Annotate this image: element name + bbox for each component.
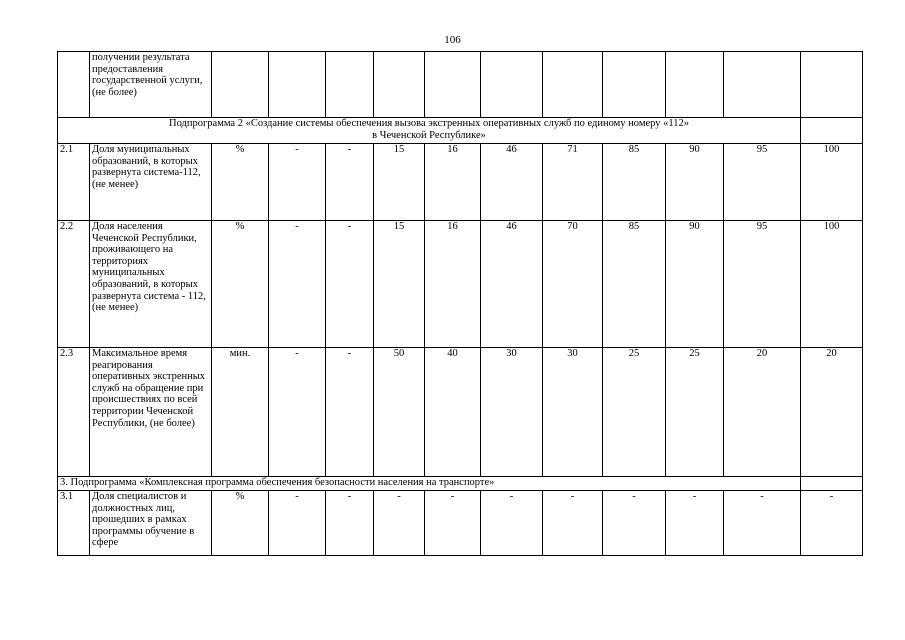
value-cell (603, 52, 666, 118)
row-number-cell: 2.1 (58, 144, 90, 221)
value-cell (801, 52, 863, 118)
indicators-table (57, 51, 863, 556)
value-cell: - (326, 348, 374, 477)
value-cell: - (269, 221, 326, 348)
value-cell: 71 (543, 144, 603, 221)
row-number-cell: 2.2 (58, 221, 90, 348)
value-cell: 40 (425, 348, 481, 477)
value-cell: 100 (801, 221, 863, 348)
indicator-cell: Максимальное время реагирования оперативных экстренных служб на обращение при происшествиях по всей территории Чеченской Республики, (не более) (90, 348, 212, 477)
value-cell: 16 (425, 221, 481, 348)
value-cell (724, 52, 801, 118)
row-number-cell: 3.1 (58, 491, 90, 556)
value-cell: 90 (666, 221, 724, 348)
value-cell (666, 52, 724, 118)
table-row (58, 491, 863, 556)
value-cell (326, 52, 374, 118)
indicator-cell: Доля специалистов и должностных лиц, прошедших в рамках программы обучение в сфере (90, 491, 212, 556)
value-cell: 25 (666, 348, 724, 477)
value-cell (425, 52, 481, 118)
row-number-cell (58, 52, 90, 118)
value-cell (481, 52, 543, 118)
value-cell: - (801, 491, 863, 556)
value-cell (543, 52, 603, 118)
table-row (58, 52, 863, 118)
value-cell: - (666, 491, 724, 556)
section-header-row (58, 118, 863, 144)
value-cell: - (326, 144, 374, 221)
value-cell: 85 (603, 144, 666, 221)
indicator-cell: получении результата предоставления государственной услуги, (не более) (90, 52, 212, 118)
value-cell: 15 (374, 144, 425, 221)
table-row (58, 144, 863, 221)
indicator-cell: Доля населения Чеченской Республики, проживающего на территориях муниципальных образований, в которых развернута система - 112, (не менее) (90, 221, 212, 348)
value-cell: 16 (425, 144, 481, 221)
value-cell: - (603, 491, 666, 556)
value-cell (374, 52, 425, 118)
subprogram-2-title-line1: Подпрограмма 2 «Создание системы обеспечения вызова экстренных оперативных служб по единому номеру «112» (169, 118, 689, 129)
value-cell: - (374, 491, 425, 556)
subprogram-2-title (58, 118, 801, 144)
empty-cell (801, 118, 863, 144)
value-cell: - (543, 491, 603, 556)
value-cell: 25 (603, 348, 666, 477)
value-cell: 50 (374, 348, 425, 477)
unit-cell: % (212, 491, 269, 556)
value-cell (269, 52, 326, 118)
value-cell: 46 (481, 144, 543, 221)
section-header-row (58, 477, 863, 491)
value-cell: 46 (481, 221, 543, 348)
indicator-cell: Доля муниципальных образований, в которых развернута система-112, (не менее) (90, 144, 212, 221)
value-cell: 30 (481, 348, 543, 477)
value-cell: 95 (724, 144, 801, 221)
value-cell: - (724, 491, 801, 556)
value-cell: - (269, 144, 326, 221)
empty-cell (801, 477, 863, 491)
value-cell: 20 (801, 348, 863, 477)
value-cell: - (326, 221, 374, 348)
unit-cell (212, 52, 269, 118)
subprogram-3-title: 3. Подпрограмма «Комплексная программа обеспечения безопасности населения на транспорте» (58, 477, 801, 491)
page-number: 106 (444, 34, 461, 46)
value-cell: 85 (603, 221, 666, 348)
table-row (58, 221, 863, 348)
value-cell: - (425, 491, 481, 556)
unit-cell: % (212, 221, 269, 348)
value-cell: - (481, 491, 543, 556)
value-cell: - (269, 348, 326, 477)
value-cell: 30 (543, 348, 603, 477)
value-cell: - (269, 491, 326, 556)
value-cell: 90 (666, 144, 724, 221)
table-row (58, 348, 863, 477)
unit-cell: % (212, 144, 269, 221)
value-cell: 70 (543, 221, 603, 348)
row-number-cell: 2.3 (58, 348, 90, 477)
unit-cell: мин. (212, 348, 269, 477)
subprogram-2-title-line2: в Чеченской Республике» (372, 129, 486, 141)
value-cell: 100 (801, 144, 863, 221)
value-cell: 15 (374, 221, 425, 348)
value-cell: 20 (724, 348, 801, 477)
value-cell: 95 (724, 221, 801, 348)
value-cell: - (326, 491, 374, 556)
